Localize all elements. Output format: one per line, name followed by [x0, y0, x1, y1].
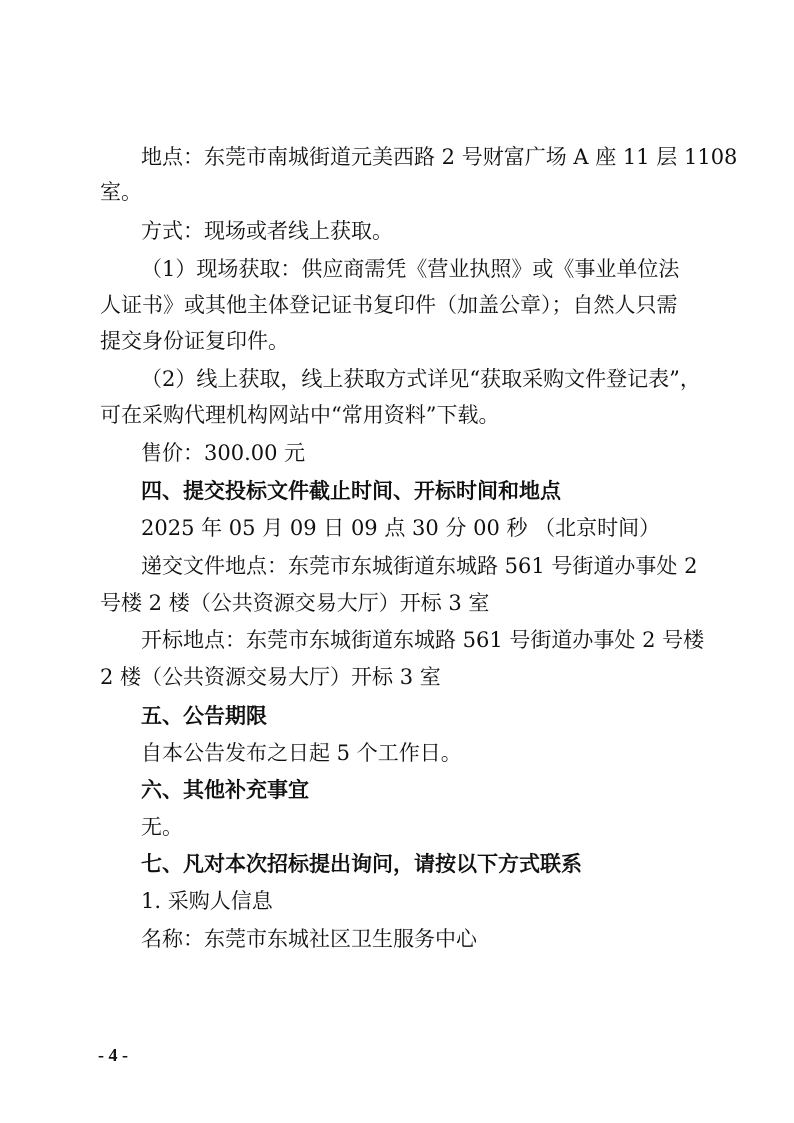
text-line: 递交文件地点：东莞市东城街道东城路 561 号街道办事处 2 — [141, 554, 698, 578]
text-line: 自本公告发布之日起 5 个工作日。 — [141, 741, 462, 765]
section-heading: 六、其他补充事宜 — [141, 777, 309, 802]
text-line: 1. 采购人信息 — [141, 889, 273, 913]
text-line: 可在采购代理机构网站中“常用资料”下载。 — [100, 403, 500, 427]
text-line: 2025 年 05 月 09 日 09 点 30 分 00 秒 （北京时间） — [141, 516, 661, 540]
text-line: 无。 — [141, 815, 183, 839]
section-heading: 五、公告期限 — [141, 703, 267, 728]
text-line: 开标地点：东莞市东城街道东城路 561 号街道办事处 2 号楼 — [141, 628, 705, 652]
text-line: 售价：300.00 元 — [141, 441, 306, 465]
text-line: 名称：东莞市东城社区卫生服务中心 — [141, 927, 477, 951]
text-line: 人证书》或其他主体登记证书复印件（加盖公章）；自然人只需 — [100, 293, 678, 317]
section-heading: 七、凡对本次招标提出询问，请按以下方式联系 — [141, 851, 582, 876]
text-line: 室。 — [100, 180, 142, 204]
text-line: （2）线上获取，线上获取方式详见“获取采购文件登记表”， — [141, 367, 701, 391]
text-line: 号楼 2 楼（公共资源交易大厅）开标 3 室 — [100, 591, 490, 615]
text-line: （1）现场获取：供应商需凭《营业执照》或《事业单位法 — [141, 257, 680, 281]
text-line: 2 楼（公共资源交易大厅）开标 3 室 — [100, 665, 441, 689]
section-heading: 四、提交投标文件截止时间、开标时间和地点 — [141, 478, 561, 503]
page-number: - 4 - — [98, 1045, 128, 1065]
text-line: 方式：现场或者线上获取。 — [141, 219, 393, 243]
text-line: 提交身份证复印件。 — [100, 329, 289, 353]
text-line: 地点：东莞市南城街道元美西路 2 号财富广场 A 座 11 层 1108 — [141, 145, 738, 169]
